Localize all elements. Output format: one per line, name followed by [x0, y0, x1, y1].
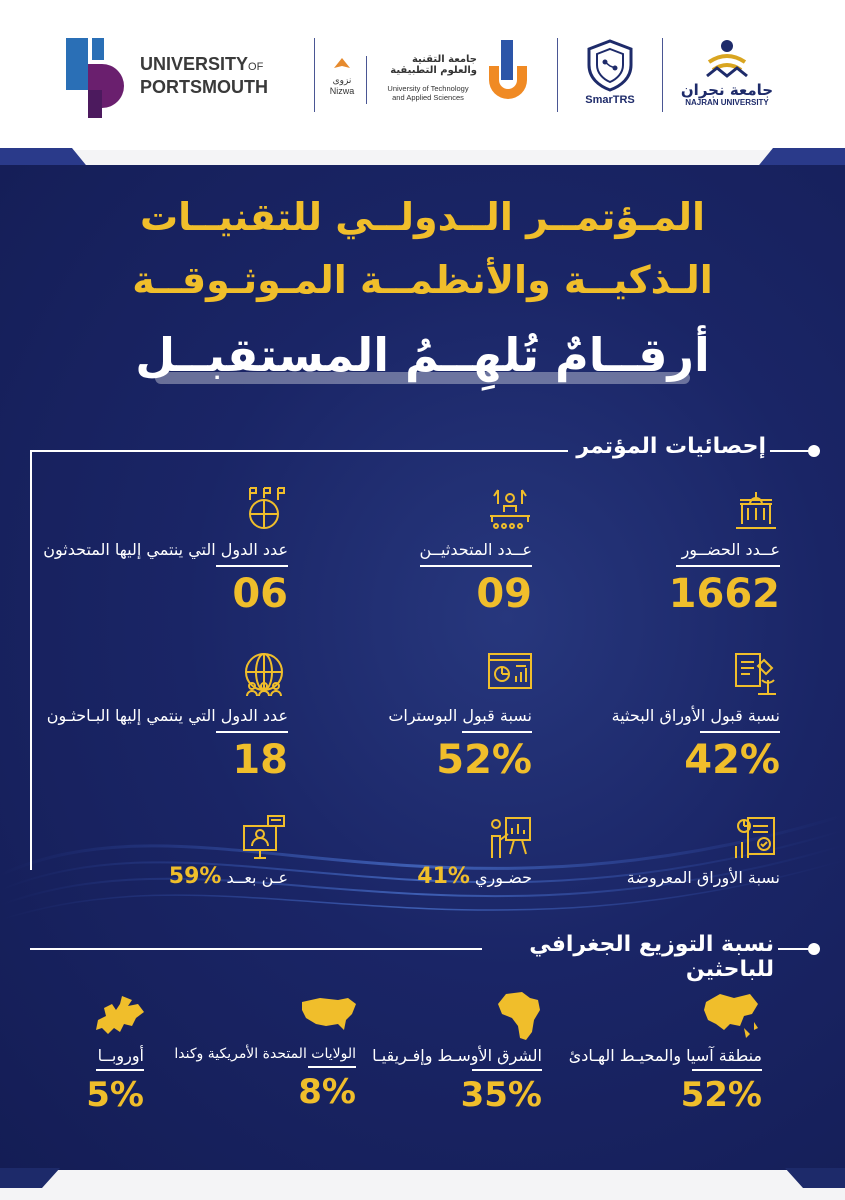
stat-underline: [676, 565, 780, 567]
utas-english-line1: University of Technology: [387, 84, 469, 93]
logo-separator: [314, 38, 315, 112]
geo-value: 8%: [298, 1072, 356, 1112]
stats-section-title: إحصائيات المؤتمر: [576, 434, 766, 459]
section-line: [770, 450, 810, 452]
geo-label: الولايات المتحدة الأمريكية وكندا: [174, 1046, 356, 1062]
globe-people-icon: [240, 650, 288, 698]
stat-underline: [216, 731, 288, 733]
smartrs-logo: [570, 38, 650, 114]
geo-underline: [472, 1069, 542, 1071]
stat-label: عـن بعــد: [226, 868, 288, 887]
stat-label: عــدد الحضــور: [681, 540, 780, 559]
shield-circuit-icon: [583, 38, 637, 92]
globe-flags-icon: [240, 484, 288, 532]
title-line-3: أرقــامٌ تُلهِــمُ المستقبــل: [135, 328, 710, 382]
section-line: [30, 450, 568, 452]
portsmouth-logo: [62, 36, 302, 120]
stat-label: نسبة قبول الأوراق البحثية: [611, 706, 780, 725]
corner-tab-bottom-left: [0, 1168, 60, 1188]
najran-english: NAJRAN UNIVERSITY: [685, 98, 769, 107]
nizwa-mark-icon: [332, 58, 352, 76]
stat-value: 18: [232, 737, 288, 783]
stat-underline: [420, 565, 532, 567]
presented-papers-icon: [732, 814, 780, 862]
utas-arabic-line1: جامعة التقنية: [411, 54, 477, 65]
geo-section-title: نسبة التوزيع الجغرافي للباحثين: [529, 932, 774, 982]
stat-researcher-countries: [36, 706, 288, 783]
najran-emblem-icon: [697, 38, 757, 82]
section-line: [778, 948, 810, 950]
portsmouth-line1b: OF: [248, 61, 264, 73]
utas-emblem-icon: [483, 38, 533, 104]
stat-attendance: [560, 540, 780, 617]
utas-english-line2: and Applied Sciences: [392, 93, 464, 102]
stat-value: 52%: [436, 737, 532, 783]
geo-mea: [364, 1046, 542, 1115]
najran-arabic: جامعة نجران: [680, 81, 774, 99]
section-line: [30, 948, 482, 950]
geo-label: الشرق الأوسـط وإفـريقيـا: [372, 1046, 542, 1065]
stat-label: عدد الدول التي ينتمي إليها المتحدثون: [43, 540, 288, 559]
stat-underline: [462, 731, 532, 733]
geo-underline: [96, 1069, 144, 1071]
logo-separator: [662, 38, 663, 112]
stat-label: حضـوري: [475, 868, 532, 887]
usa-map-icon: [300, 996, 358, 1034]
section-dot: [808, 943, 820, 955]
portsmouth-line1: UNIVERSITY: [140, 54, 249, 74]
geo-value: 5%: [86, 1075, 144, 1115]
asia-map-icon: [700, 990, 762, 1040]
stat-underline: [700, 731, 780, 733]
microscope-paper-icon: [732, 650, 780, 698]
stat-value: 1662: [668, 571, 780, 617]
stat-poster-acceptance: [340, 706, 532, 783]
stat-presented-papers: [560, 868, 780, 887]
section-dot: [808, 445, 820, 457]
stat-value: 09: [476, 571, 532, 617]
stat-speakers: [340, 540, 532, 617]
title-line-1: المـؤتمــر الــدولــي للتقنيــات: [139, 195, 706, 239]
section-vertical-line: [30, 450, 32, 870]
geo-value: 35%: [460, 1075, 542, 1115]
corner-tab-bottom-right: [785, 1168, 845, 1188]
geo-label: منطقة آسيا والمحيـط الهـادئ: [568, 1046, 762, 1065]
geo-underline: [692, 1069, 762, 1071]
nizwa-logo: [322, 58, 362, 108]
europe-map-icon: [92, 994, 146, 1040]
stat-paper-acceptance: [560, 706, 780, 783]
speakers-icon: [486, 484, 534, 532]
stat-value: 59%: [168, 864, 222, 889]
remote-presenter-icon: [240, 814, 288, 862]
africa-map-icon: [496, 990, 544, 1042]
logo-separator: [366, 56, 367, 104]
stat-label: عدد الدول التي ينتمي إليها البـاحثـون: [46, 706, 288, 725]
utas-logo: [372, 38, 537, 108]
stat-value: 41%: [417, 864, 470, 889]
utas-arabic-line2: والعلوم التطبيقية: [390, 65, 477, 76]
najran-logo: [672, 38, 782, 114]
stat-label: نسبة قبول البوسترات: [388, 706, 532, 725]
nizwa-latin: Nizwa: [329, 86, 355, 96]
geo-label: أوروبــا: [97, 1046, 144, 1065]
stat-value: 06: [232, 571, 288, 617]
geo-usa-canada: [160, 1046, 356, 1112]
logo-separator: [557, 38, 558, 112]
stat-in-person: [340, 864, 532, 889]
stat-remote: [100, 864, 288, 889]
poster-chart-icon: [486, 650, 534, 698]
stat-label: عــدد المتحدثيــن: [419, 540, 532, 559]
stat-speaker-countries: [36, 540, 288, 617]
geo-underline: [308, 1066, 356, 1068]
geo-value: 52%: [680, 1075, 762, 1115]
portsmouth-emblem-icon: [62, 36, 128, 120]
geo-asia: [566, 1046, 762, 1115]
smartrs-name: SmarTRS: [585, 94, 635, 106]
logo-header: [0, 0, 845, 150]
portsmouth-line2: PORTSMOUTH: [140, 77, 268, 97]
stat-label: نسبة الأوراق المعروضة: [626, 868, 780, 887]
title-line-2: الـذكيــة والأنظمــة المـوثـوقــة: [132, 258, 713, 302]
presenter-board-icon: [486, 814, 534, 862]
geo-europe: [60, 1046, 144, 1115]
stat-value: 42%: [684, 737, 780, 783]
nizwa-arabic: نزوى: [332, 76, 352, 86]
building-icon: [732, 484, 780, 532]
stat-underline: [216, 565, 288, 567]
